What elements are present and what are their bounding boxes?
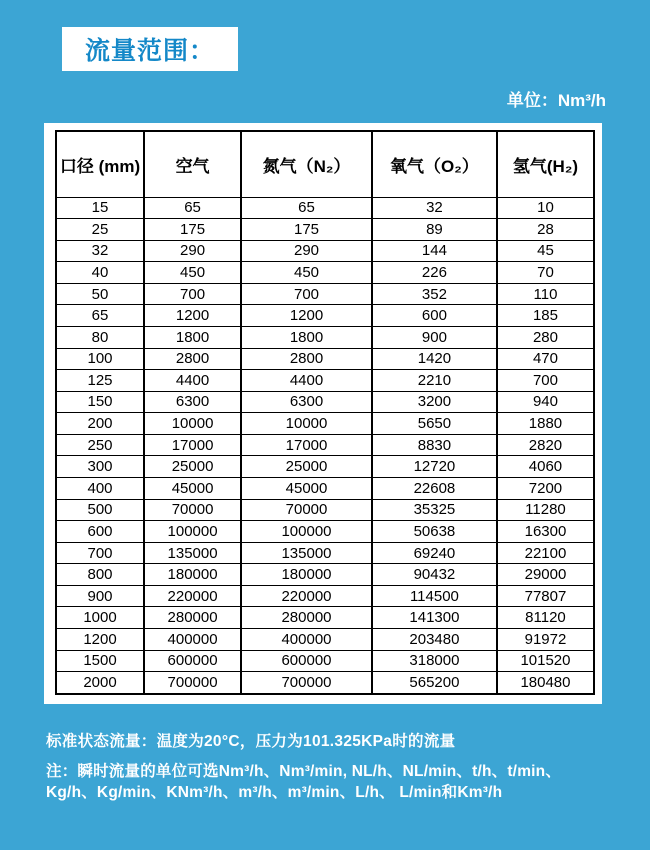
table-cell: 45000 bbox=[241, 478, 372, 500]
table-cell: 2210 bbox=[372, 370, 497, 392]
table-cell: 400000 bbox=[241, 629, 372, 651]
column-header: 口径 (mm) bbox=[56, 131, 144, 197]
table-cell: 200 bbox=[56, 413, 144, 435]
table-row bbox=[56, 391, 594, 413]
table-header-row bbox=[56, 131, 594, 197]
table-cell: 135000 bbox=[241, 542, 372, 564]
table-cell: 400000 bbox=[144, 629, 241, 651]
table-cell: 800 bbox=[56, 564, 144, 586]
table-cell: 700000 bbox=[241, 672, 372, 694]
table-cell: 144 bbox=[372, 240, 497, 262]
table-cell: 28 bbox=[497, 219, 594, 241]
table-row bbox=[56, 564, 594, 586]
table-cell: 1200 bbox=[144, 305, 241, 327]
table-cell: 2000 bbox=[56, 672, 144, 694]
table-cell: 22100 bbox=[497, 542, 594, 564]
table-cell: 89 bbox=[372, 219, 497, 241]
table-cell: 65 bbox=[144, 197, 241, 219]
table-row bbox=[56, 542, 594, 564]
table-cell: 450 bbox=[241, 262, 372, 284]
table-row bbox=[56, 219, 594, 241]
table-cell: 8830 bbox=[372, 434, 497, 456]
table-cell: 90432 bbox=[372, 564, 497, 586]
unit-label: 单位：Nm³/h bbox=[506, 91, 606, 110]
table-cell: 32 bbox=[56, 240, 144, 262]
table-cell: 280000 bbox=[144, 607, 241, 629]
table-cell: 77807 bbox=[497, 585, 594, 607]
table-header bbox=[56, 131, 594, 197]
table-cell: 180000 bbox=[144, 564, 241, 586]
table-cell: 5650 bbox=[372, 413, 497, 435]
table-cell: 17000 bbox=[144, 434, 241, 456]
table-cell: 175 bbox=[241, 219, 372, 241]
table-cell: 280000 bbox=[241, 607, 372, 629]
table-cell: 32 bbox=[372, 197, 497, 219]
table-row bbox=[56, 499, 594, 521]
table-cell: 70000 bbox=[241, 499, 372, 521]
table-row bbox=[56, 262, 594, 284]
table-cell: 65 bbox=[241, 197, 372, 219]
table-cell: 318000 bbox=[372, 650, 497, 672]
table-cell: 700 bbox=[144, 283, 241, 305]
table-cell: 290 bbox=[144, 240, 241, 262]
table-cell: 11280 bbox=[497, 499, 594, 521]
table-cell: 700000 bbox=[144, 672, 241, 694]
table-cell: 1500 bbox=[56, 650, 144, 672]
column-header: 氢气(H₂) bbox=[497, 131, 594, 197]
table-cell: 1800 bbox=[144, 326, 241, 348]
flow-table-panel bbox=[44, 123, 602, 704]
table-cell: 940 bbox=[497, 391, 594, 413]
table-cell: 70 bbox=[497, 262, 594, 284]
table-cell: 6300 bbox=[241, 391, 372, 413]
table-row bbox=[56, 326, 594, 348]
table-cell: 500 bbox=[56, 499, 144, 521]
table-cell: 100 bbox=[56, 348, 144, 370]
table-row bbox=[56, 434, 594, 456]
table-cell: 600000 bbox=[144, 650, 241, 672]
table-cell: 15 bbox=[56, 197, 144, 219]
table-row bbox=[56, 197, 594, 219]
table-row bbox=[56, 650, 594, 672]
table-cell: 3200 bbox=[372, 391, 497, 413]
table-row bbox=[56, 413, 594, 435]
table-cell: 203480 bbox=[372, 629, 497, 651]
table-cell: 65 bbox=[56, 305, 144, 327]
table-cell: 150 bbox=[56, 391, 144, 413]
table-cell: 35325 bbox=[372, 499, 497, 521]
table-cell: 600000 bbox=[241, 650, 372, 672]
table-row bbox=[56, 607, 594, 629]
table-cell: 125 bbox=[56, 370, 144, 392]
standard-flow-note: 标准状态流量：温度为20°C，压力为101.325KPa时的流量 bbox=[46, 733, 456, 750]
table-cell: 70000 bbox=[144, 499, 241, 521]
table-cell: 10000 bbox=[241, 413, 372, 435]
table-row bbox=[56, 348, 594, 370]
table-cell: 100000 bbox=[241, 521, 372, 543]
table-cell: 470 bbox=[497, 348, 594, 370]
table-cell: 180000 bbox=[241, 564, 372, 586]
table-cell: 220000 bbox=[241, 585, 372, 607]
table-cell: 400 bbox=[56, 478, 144, 500]
table-cell: 29000 bbox=[497, 564, 594, 586]
table-cell: 250 bbox=[56, 434, 144, 456]
table-cell: 22608 bbox=[372, 478, 497, 500]
table-cell: 91972 bbox=[497, 629, 594, 651]
table-cell: 10 bbox=[497, 197, 594, 219]
table-cell: 900 bbox=[56, 585, 144, 607]
table-cell: 50638 bbox=[372, 521, 497, 543]
table-cell: 69240 bbox=[372, 542, 497, 564]
table-cell: 180480 bbox=[497, 672, 594, 694]
table-row bbox=[56, 370, 594, 392]
table-row bbox=[56, 283, 594, 305]
table-cell: 175 bbox=[144, 219, 241, 241]
flow-range-table bbox=[55, 130, 595, 695]
table-row bbox=[56, 478, 594, 500]
unit-options-note-line2: Kg/h、Kg/min、KNm³/h、m³/h、m³/min、L/h、 L/min和Km³/h bbox=[46, 784, 503, 801]
table-cell: 101520 bbox=[497, 650, 594, 672]
table-cell: 4400 bbox=[241, 370, 372, 392]
table-cell: 2800 bbox=[241, 348, 372, 370]
table-row bbox=[56, 629, 594, 651]
page-title: 流量范围： bbox=[84, 37, 215, 65]
table-cell: 16300 bbox=[497, 521, 594, 543]
unit-options-note bbox=[46, 761, 612, 803]
table-cell: 100000 bbox=[144, 521, 241, 543]
table-row bbox=[56, 305, 594, 327]
table-cell: 185 bbox=[497, 305, 594, 327]
table-cell: 1000 bbox=[56, 607, 144, 629]
table-cell: 1880 bbox=[497, 413, 594, 435]
table-cell: 40 bbox=[56, 262, 144, 284]
unit-options-note-line1: 注：瞬时流量的单位可选Nm³/h、Nm³/min, NL/h、NL/min、t/h、t/min、 bbox=[46, 763, 562, 780]
table-row bbox=[56, 672, 594, 694]
table-cell: 6300 bbox=[144, 391, 241, 413]
table-cell: 1800 bbox=[241, 326, 372, 348]
table-cell: 7200 bbox=[497, 478, 594, 500]
table-cell: 17000 bbox=[241, 434, 372, 456]
table-cell: 1200 bbox=[56, 629, 144, 651]
table-row bbox=[56, 521, 594, 543]
table-cell: 4400 bbox=[144, 370, 241, 392]
table-cell: 2820 bbox=[497, 434, 594, 456]
table-cell: 80 bbox=[56, 326, 144, 348]
table-cell: 226 bbox=[372, 262, 497, 284]
column-header: 氮气（N₂） bbox=[241, 131, 372, 197]
column-header: 空气 bbox=[144, 131, 241, 197]
table-cell: 45000 bbox=[144, 478, 241, 500]
table-cell: 900 bbox=[372, 326, 497, 348]
table-row bbox=[56, 240, 594, 262]
table-cell: 141300 bbox=[372, 607, 497, 629]
table-cell: 45 bbox=[497, 240, 594, 262]
table-cell: 25 bbox=[56, 219, 144, 241]
table-cell: 700 bbox=[241, 283, 372, 305]
table-cell: 25000 bbox=[144, 456, 241, 478]
table-body bbox=[56, 197, 594, 694]
table-cell: 135000 bbox=[144, 542, 241, 564]
column-header: 氧气（O₂） bbox=[372, 131, 497, 197]
table-cell: 12720 bbox=[372, 456, 497, 478]
table-cell: 700 bbox=[497, 370, 594, 392]
table-cell: 220000 bbox=[144, 585, 241, 607]
table-cell: 110 bbox=[497, 283, 594, 305]
table-cell: 50 bbox=[56, 283, 144, 305]
table-cell: 1200 bbox=[241, 305, 372, 327]
table-row bbox=[56, 585, 594, 607]
table-row bbox=[56, 456, 594, 478]
table-cell: 114500 bbox=[372, 585, 497, 607]
table-cell: 4060 bbox=[497, 456, 594, 478]
table-cell: 600 bbox=[372, 305, 497, 327]
table-cell: 10000 bbox=[144, 413, 241, 435]
table-cell: 300 bbox=[56, 456, 144, 478]
table-cell: 600 bbox=[56, 521, 144, 543]
table-cell: 352 bbox=[372, 283, 497, 305]
table-cell: 700 bbox=[56, 542, 144, 564]
table-cell: 1420 bbox=[372, 348, 497, 370]
table-cell: 280 bbox=[497, 326, 594, 348]
table-cell: 565200 bbox=[372, 672, 497, 694]
table-cell: 25000 bbox=[241, 456, 372, 478]
table-cell: 290 bbox=[241, 240, 372, 262]
table-cell: 2800 bbox=[144, 348, 241, 370]
table-cell: 450 bbox=[144, 262, 241, 284]
table-cell: 81120 bbox=[497, 607, 594, 629]
page-title-box bbox=[62, 27, 238, 71]
